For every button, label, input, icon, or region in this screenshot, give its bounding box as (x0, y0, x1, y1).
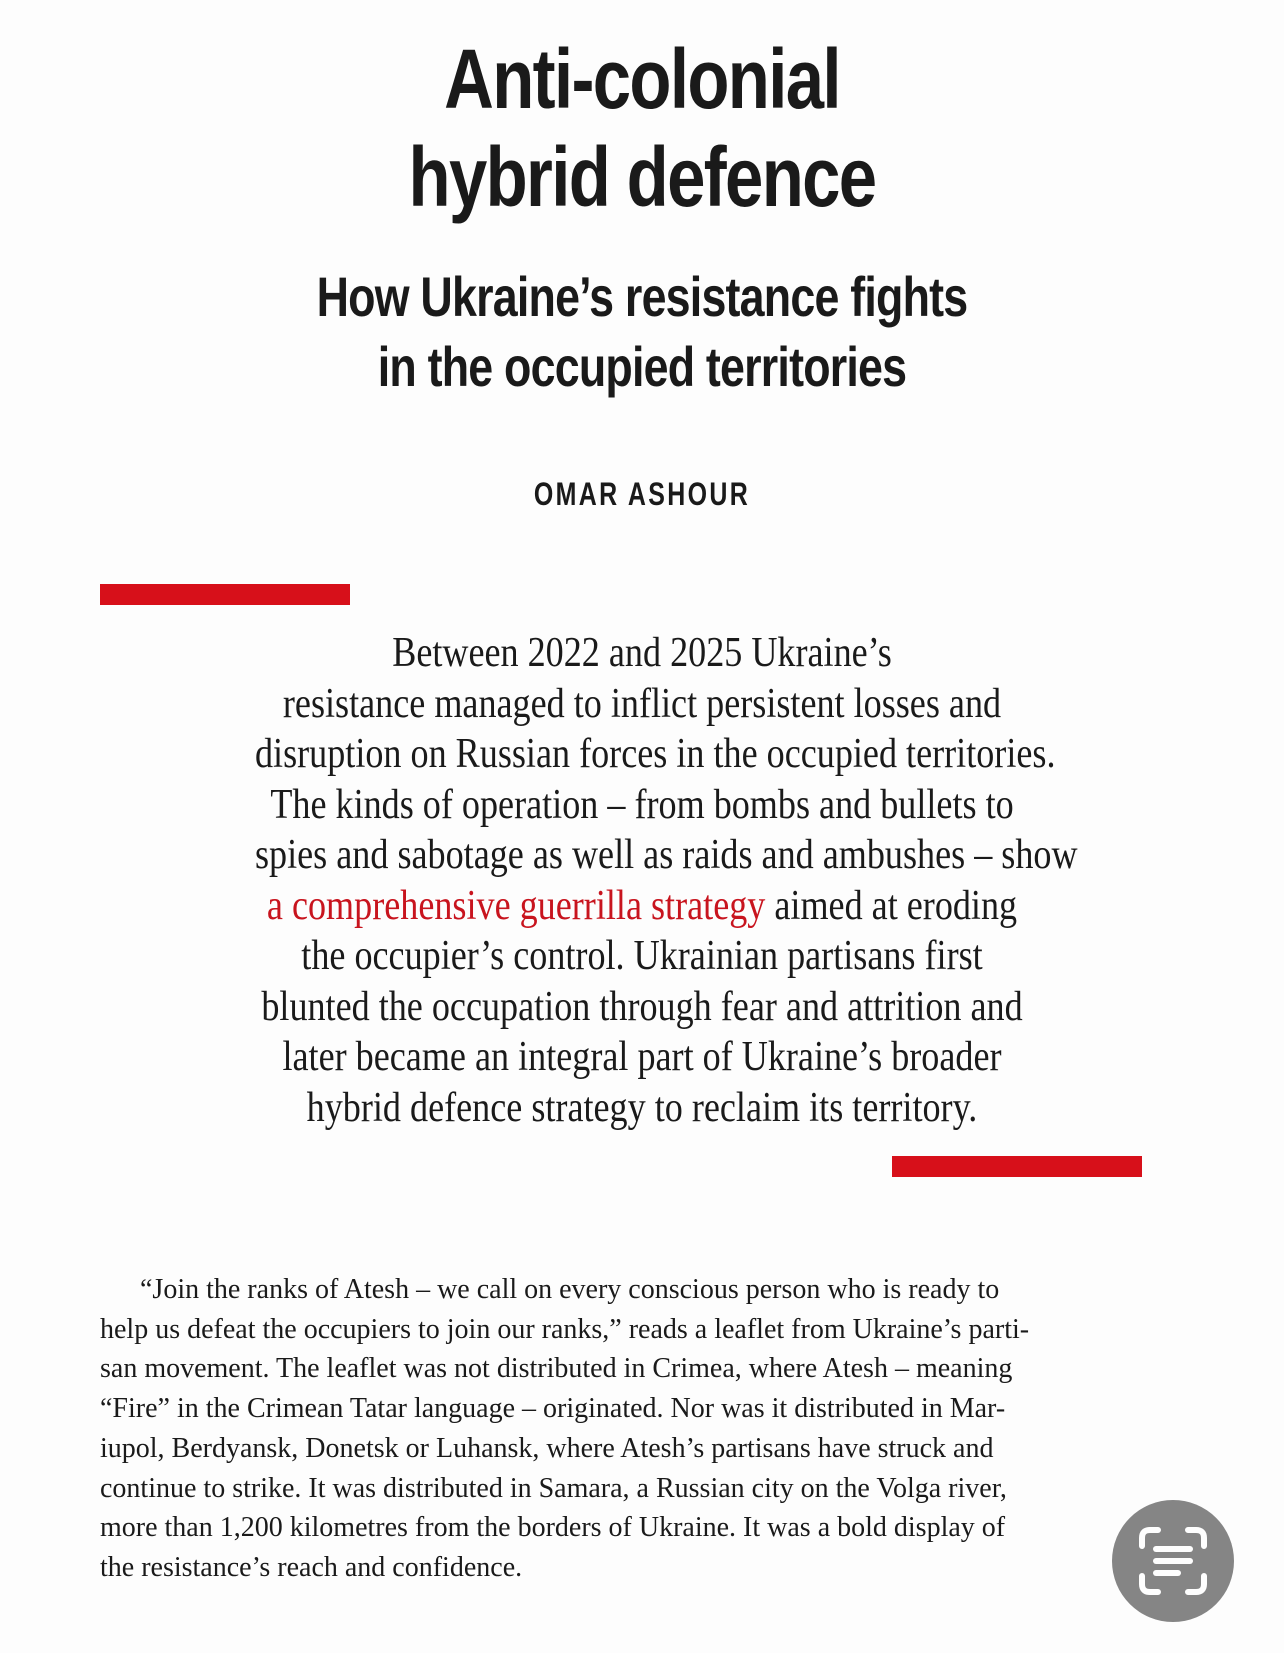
lede-line-rest: aimed at eroding (765, 882, 1018, 929)
body-line: continue to strike. It was distributed in Samara, a Russian city on the Volga river, (100, 1472, 1007, 1504)
lede-line-highlighted (255, 881, 1029, 932)
author-byline: OMAR ASHOUR (533, 476, 751, 512)
lede-line: hybrid defence strategy to reclaim its territory. (306, 1084, 978, 1131)
subtitle-line-1: How Ukraine’s resistance fights (316, 265, 968, 328)
lede-line: the occupier’s control. Ukrainian partisans first (301, 933, 983, 979)
body-line: “Join the ranks of Atesh – we call on every conscious person who is ready to (140, 1274, 1000, 1305)
lede-line: later became an integral part of Ukraine’s broader (282, 1034, 1002, 1080)
subtitle-line-2: in the occupied territories (377, 335, 907, 398)
lede-line: The kinds of operation – from bombs and bullets to (270, 781, 1014, 828)
accent-bar-top (100, 584, 350, 605)
lede-line: resistance managed to inflict persistent losses and (282, 680, 1002, 727)
lede-line: disruption on Russian forces in the occupied territories. (255, 731, 1056, 777)
accent-bar-bottom (892, 1156, 1142, 1177)
article-subtitle (128, 262, 1155, 402)
title-line-2: hybrid defence (408, 130, 876, 224)
lede-line: blunted the occupation through fear and attrition and (261, 983, 1023, 1030)
article-title (116, 30, 1169, 226)
title-line-1: Anti-colonial (444, 32, 840, 126)
lede-line: spies and sabotage as well as raids and ambushes – show (255, 832, 1078, 878)
scan-text-icon (1136, 1524, 1210, 1598)
article-body (100, 1270, 1142, 1588)
article-lede (192, 628, 1092, 1133)
body-line: iupol, Berdyansk, Donetsk or Luhansk, where Atesh’s partisans have struck and (100, 1432, 994, 1464)
body-line: help us defeat the occupiers to join our ranks,” reads a leaflet from Ukraine’s parti- (100, 1313, 1030, 1345)
body-line: more than 1,200 kilometres from the borders of Ukraine. It was a bold display of (100, 1512, 1006, 1544)
scan-text-button[interactable] (1112, 1500, 1234, 1622)
body-line: san movement. The leaflet was not distributed in Crimea, where Atesh – meaning (100, 1353, 1013, 1385)
body-line: the resistance’s reach and confidence. (100, 1551, 523, 1583)
lede-line: Between 2022 and 2025 Ukraine’s (392, 630, 892, 676)
lede-highlight-link[interactable]: a comprehensive guerrilla strategy (266, 882, 766, 929)
body-line: “Fire” in the Crimean Tatar language – originated. Nor was it distributed in Mar- (100, 1393, 1006, 1425)
